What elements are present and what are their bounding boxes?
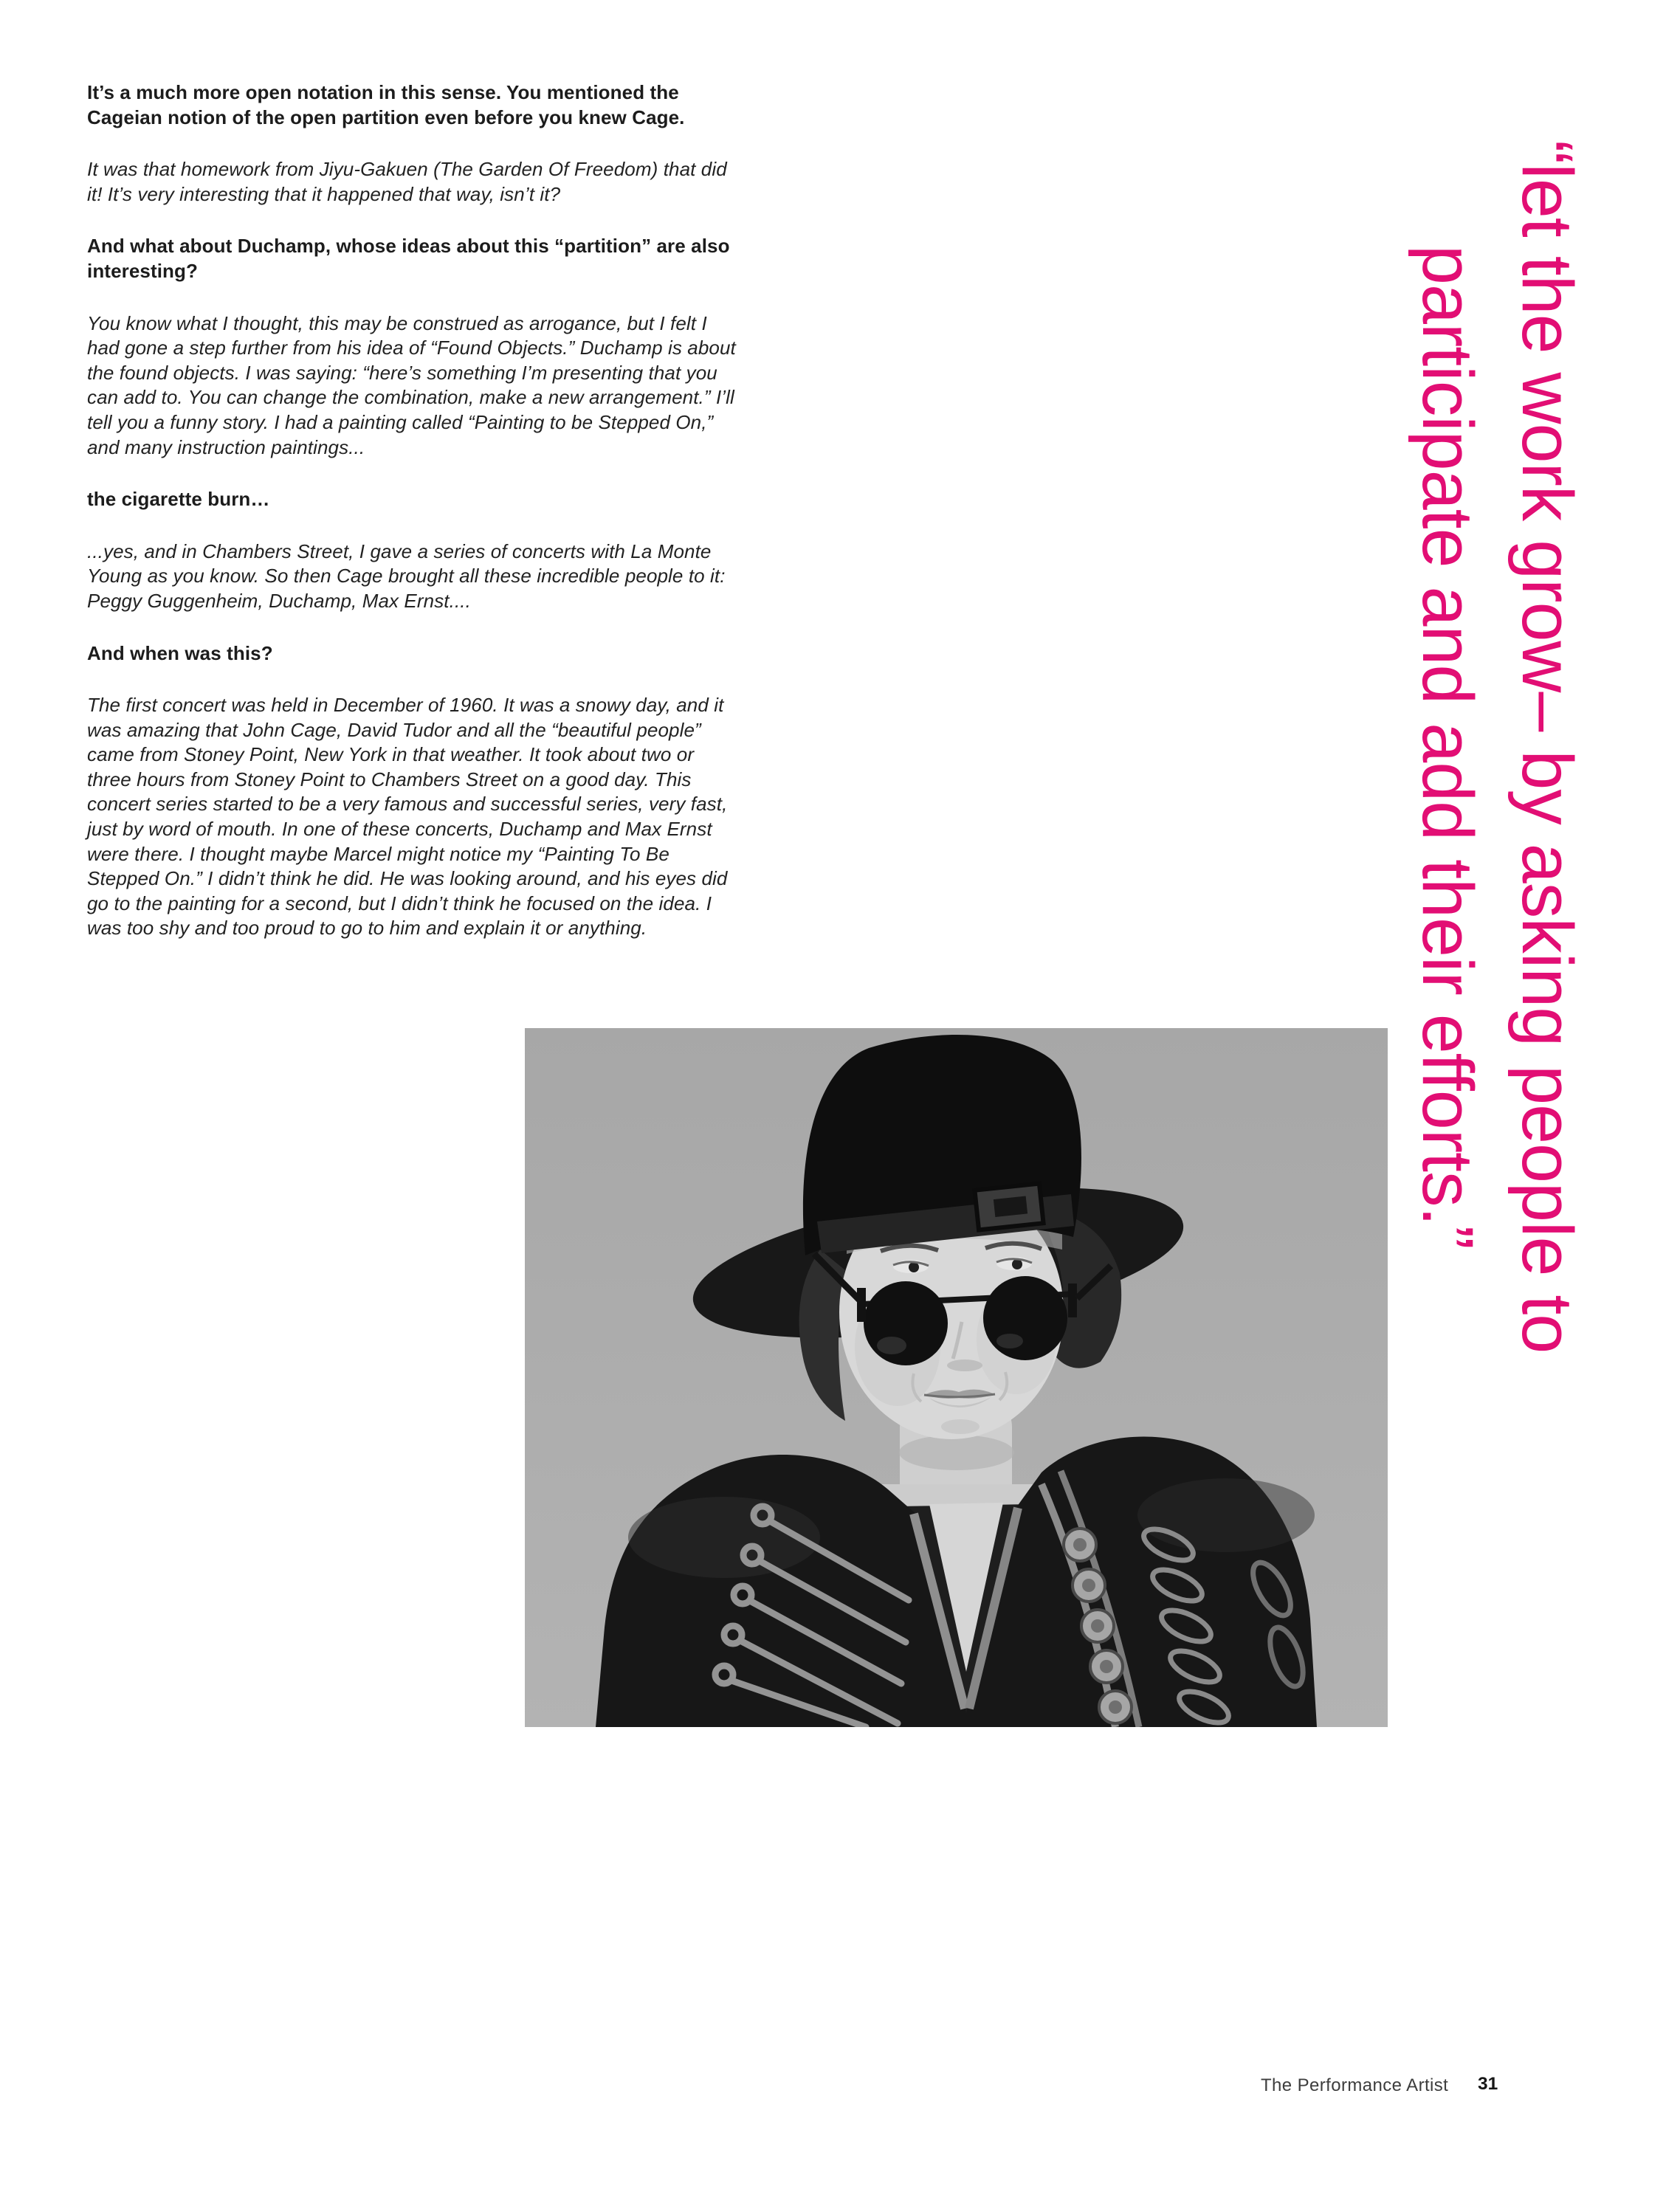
interview-answer: ...yes, and in Chambers Street, I gave a series of concerts with La Monte Young as you know. So then Cage brought all these incredible people to it: Peggy Guggenheim, Duchamp, Max Ernst....: [87, 540, 726, 612]
sunglasses-lens-left: [864, 1281, 948, 1365]
chin: [941, 1419, 980, 1434]
pull-quote: [1398, 63, 1597, 1430]
interview-text-column: [87, 80, 740, 968]
footer-section-title: The Performance Artist: [1261, 2075, 1449, 2095]
pull-quote-line-2: participate and add their efforts.”: [1408, 245, 1488, 1249]
shoulder-sheen-left: [628, 1497, 820, 1578]
footer-page-number: 31: [1478, 2074, 1498, 2094]
interview-question: And what about Duchamp, whose ideas about this “partition” are also interesting?: [87, 235, 730, 282]
portrait-photo: [525, 1028, 1388, 1727]
sunglasses-hinge-left: [857, 1288, 866, 1322]
portrait-illustration: [525, 1028, 1388, 1727]
sunglasses-lens-right: [983, 1276, 1067, 1360]
interview-answer: The first concert was held in December of 1960. It was a snowy day, and it was amazing that John Cage, David Tudor and all the “beautiful people” came from Stoney Point, New York in that weather. It took about two or three hours from Stoney Point to Chambers Street on a good day. This concert series started to be a very famous and successful series, very fast, just by word of mouth. In one of these concerts, Duchamp and Max Ernst were there. I thought maybe Marcel might notice my “Painting To Be Stepped On.” I didn’t think he did. He was looking around, and his eyes did go to the painting for a second, but I didn’t think he focused on the idea. I was too shy and too proud to go to him and explain it or anything.: [87, 694, 728, 940]
interview-question: the cigarette burn…: [87, 488, 270, 511]
interview-question: And when was this?: [87, 641, 273, 664]
sunglasses-hinge-right: [1068, 1283, 1077, 1317]
shoulder-sheen-right: [1137, 1478, 1315, 1552]
interview-answer: You know what I thought, this may be construed as arrogance, but I felt I had gone a step further from his idea of “Found Objects.” Duchamp is about the found objects. I was saying: “here’s something I’m presenting that you can add to. You can change the combination, make a new arrangement.” I’ll tell you a funny story. I had a painting called “Painting to be Stepped On,” and many instruction paintings...: [87, 311, 736, 458]
interview-question: It’s a much more open notation in this sense. You mentioned the Cageian notion of the open partition even before you knew Cage.: [87, 81, 685, 128]
jaw-shadow: [899, 1435, 1014, 1470]
pull-quote-line-1: “let the work grow– by asking people to: [1507, 140, 1588, 1354]
interview-answer: It was that homework from Jiyu-Gakuen (The Garden Of Freedom) that did it! It’s very interesting that it happened that way, isn’t it?: [87, 158, 727, 205]
